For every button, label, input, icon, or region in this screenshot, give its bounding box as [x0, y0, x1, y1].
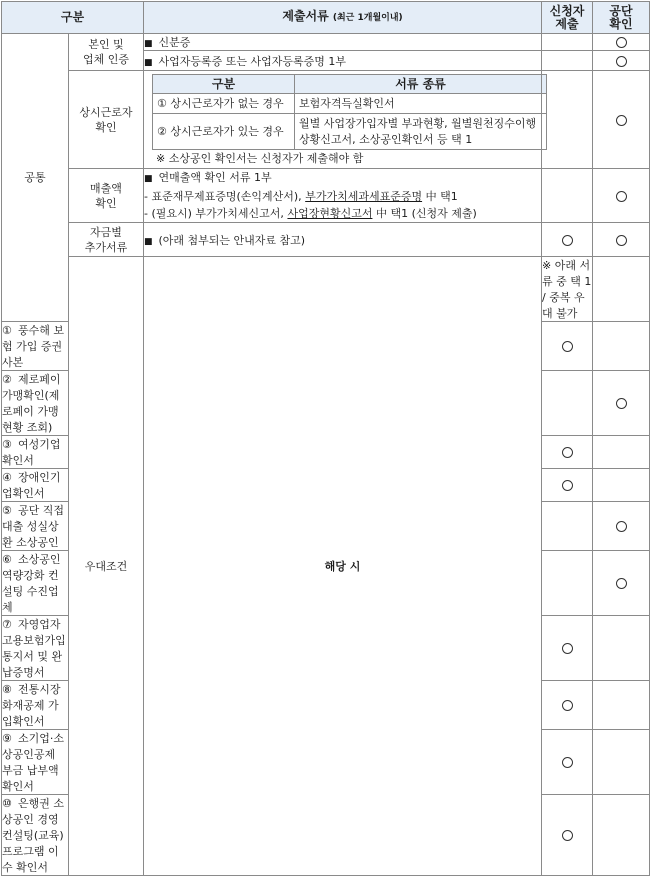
agency-mark-cell [593, 436, 650, 469]
item-text: 자영업자 고용보험가입통지서 및 완납증명서 [2, 618, 66, 679]
inner-case: ① 상시근로자가 없는 경우 [153, 94, 295, 114]
funds-content [144, 223, 542, 257]
sales-line-underlined: 사업장현황신고서 [287, 207, 373, 220]
applicant-mark-cell [542, 469, 593, 502]
sales-content [144, 169, 542, 223]
item-number: ⑦ [2, 618, 12, 631]
item-number: ⑨ [2, 732, 12, 745]
item-text: 여성기업확인서 [2, 438, 61, 467]
preference-item [2, 371, 69, 436]
inner-case: ② 상시근로자가 있는 경우 [153, 114, 295, 150]
agency-mark-cell [593, 51, 650, 71]
applicant-mark-cell [542, 436, 593, 469]
agency-mark-cell [593, 551, 650, 616]
bullet-icon: ■ [144, 39, 153, 49]
circle-icon [562, 700, 573, 711]
sales-line [144, 169, 541, 188]
workers-label: 상시근로자 확인 [69, 71, 144, 169]
item-text: 소기업·소상공인공제 부금 납부액 확인서 [2, 732, 65, 793]
item-number: ④ [2, 471, 12, 484]
agency-mark-cell [593, 730, 650, 795]
preference-item [2, 681, 69, 730]
requirements-table [1, 1, 650, 876]
preference-item [2, 730, 69, 795]
agency-mark-cell [593, 223, 650, 257]
sales-line [144, 205, 541, 222]
item-number: ⑤ [2, 504, 12, 517]
applicant-mark-cell [593, 257, 650, 322]
circle-icon [562, 757, 573, 768]
sales-label: 매출액 확인 [69, 169, 144, 223]
identity-item [144, 34, 542, 51]
agency-mark-cell [593, 71, 650, 169]
inner-header-doc: 서류 종류 [295, 75, 547, 94]
circle-icon [616, 235, 627, 246]
common-label: 공통 [2, 34, 69, 322]
preference-item [2, 436, 69, 469]
identity-label: 본인 및 업체 인증 [69, 34, 144, 71]
applicant-mark-cell [542, 223, 593, 257]
funds-label: 자금별 추가서류 [69, 223, 144, 257]
sales-line-text: - (필요시) 부가가치세신고서, [144, 207, 288, 220]
applicant-mark-cell [542, 681, 593, 730]
item-text: 장애인기업확인서 [2, 471, 61, 500]
agency-mark-cell [593, 34, 650, 51]
item-text: 전통시장 화재공제 가입확인서 [2, 683, 61, 728]
agency-mark-cell [593, 322, 650, 371]
circle-icon [616, 398, 627, 409]
sales-line-text: - 표준재무제표증명(손익계산서), [144, 190, 306, 203]
sales-line-text: 中 택1 (신청자 제출) [372, 207, 477, 220]
applicant-mark-cell [542, 502, 593, 551]
workers-inner-table [152, 74, 547, 150]
circle-icon [562, 830, 573, 841]
item-text: 소상공인역량강화 컨설팅 수진업체 [2, 553, 61, 614]
sales-line [144, 188, 541, 205]
circle-icon [562, 643, 573, 654]
item-number: ⑩ [2, 797, 12, 810]
preference-sublabel: 해당 시 [144, 257, 542, 876]
agency-mark-cell [593, 616, 650, 681]
applicant-mark-cell [542, 371, 593, 436]
preference-item [2, 616, 69, 681]
workers-note: ※ 소상공인 확인서는 신청자가 제출해야 함 [156, 152, 364, 165]
applicant-mark-cell [542, 551, 593, 616]
preference-item [2, 795, 69, 876]
sales-line-text: 中 택1 [422, 190, 458, 203]
header-documents-label: 제출서류 [282, 9, 329, 23]
applicant-mark-cell [542, 51, 593, 71]
sales-line-text: 연매출액 확인 서류 1부 [158, 171, 272, 184]
item-text: 은행권 소상공인 경영컨설팅(교육) 프로그램 이수 확인서 [2, 797, 65, 874]
circle-icon [616, 578, 627, 589]
bullet-icon: ■ [144, 236, 153, 247]
agency-mark-cell [593, 502, 650, 551]
inner-header-case: 구분 [153, 75, 295, 94]
agency-mark-cell [593, 681, 650, 730]
item-number: ① [2, 324, 12, 337]
identity-item-text: 사업자등록증 또는 사업자등록증명 1부 [158, 54, 347, 68]
identity-item [144, 51, 542, 71]
circle-icon [562, 447, 573, 458]
circle-icon [562, 480, 573, 491]
item-number: ② [2, 373, 12, 386]
preference-item [2, 502, 69, 551]
preference-item [2, 551, 69, 616]
agency-mark-cell [593, 469, 650, 502]
applicant-mark-cell [542, 616, 593, 681]
item-text: 제로페이 가맹확인(제로페이 가맹현황 조회) [2, 373, 61, 434]
circle-icon [562, 341, 573, 352]
preference-note: ※ 아래 서류 중 택 1 / 중복 우대 불가 [542, 257, 593, 322]
item-number: ⑥ [2, 553, 12, 566]
bullet-icon: ■ [144, 174, 153, 184]
circle-icon [562, 235, 573, 246]
header-applicant: 신청자 제출 [542, 2, 593, 34]
workers-content [144, 71, 542, 169]
circle-icon [616, 521, 627, 532]
header-agency: 공단 확인 [593, 2, 650, 34]
inner-doc: 보험자격득실확인서 [295, 94, 547, 114]
applicant-mark-cell [542, 730, 593, 795]
applicant-mark-cell [542, 322, 593, 371]
item-number: ⑧ [2, 683, 12, 696]
funds-text: (아래 첨부되는 안내자료 참고) [158, 233, 306, 247]
item-text: 공단 직접대출 성실상환 소상공인 [2, 504, 65, 549]
preference-item [2, 469, 69, 502]
sales-line-underlined: 부가가치세과세표준증명 [305, 190, 423, 203]
circle-icon [616, 191, 627, 202]
item-number: ③ [2, 438, 12, 451]
circle-icon [616, 56, 627, 67]
header-documents-note: (최근 1개월이내) [332, 13, 403, 23]
agency-mark-cell [593, 795, 650, 876]
preference-item [2, 322, 69, 371]
applicant-mark-cell [542, 795, 593, 876]
circle-icon [616, 115, 627, 126]
header-documents [144, 2, 542, 34]
applicant-mark-cell [542, 169, 593, 223]
bullet-icon: ■ [144, 57, 153, 68]
agency-mark-cell [593, 371, 650, 436]
agency-mark-cell [593, 169, 650, 223]
inner-doc: 월별 사업장가입자별 부과현황, 월별원천징수이행상황신고서, 소상공인확인서 등 택 1 [295, 114, 547, 150]
identity-item-text: 신분증 [158, 36, 191, 49]
applicant-mark-cell [542, 34, 593, 51]
item-text: 풍수해 보험 가입 증권 사본 [2, 324, 65, 369]
header-category: 구분 [2, 2, 144, 34]
preference-label: 우대조건 [69, 257, 144, 876]
applicant-mark-cell [542, 71, 593, 169]
circle-icon [616, 37, 627, 48]
